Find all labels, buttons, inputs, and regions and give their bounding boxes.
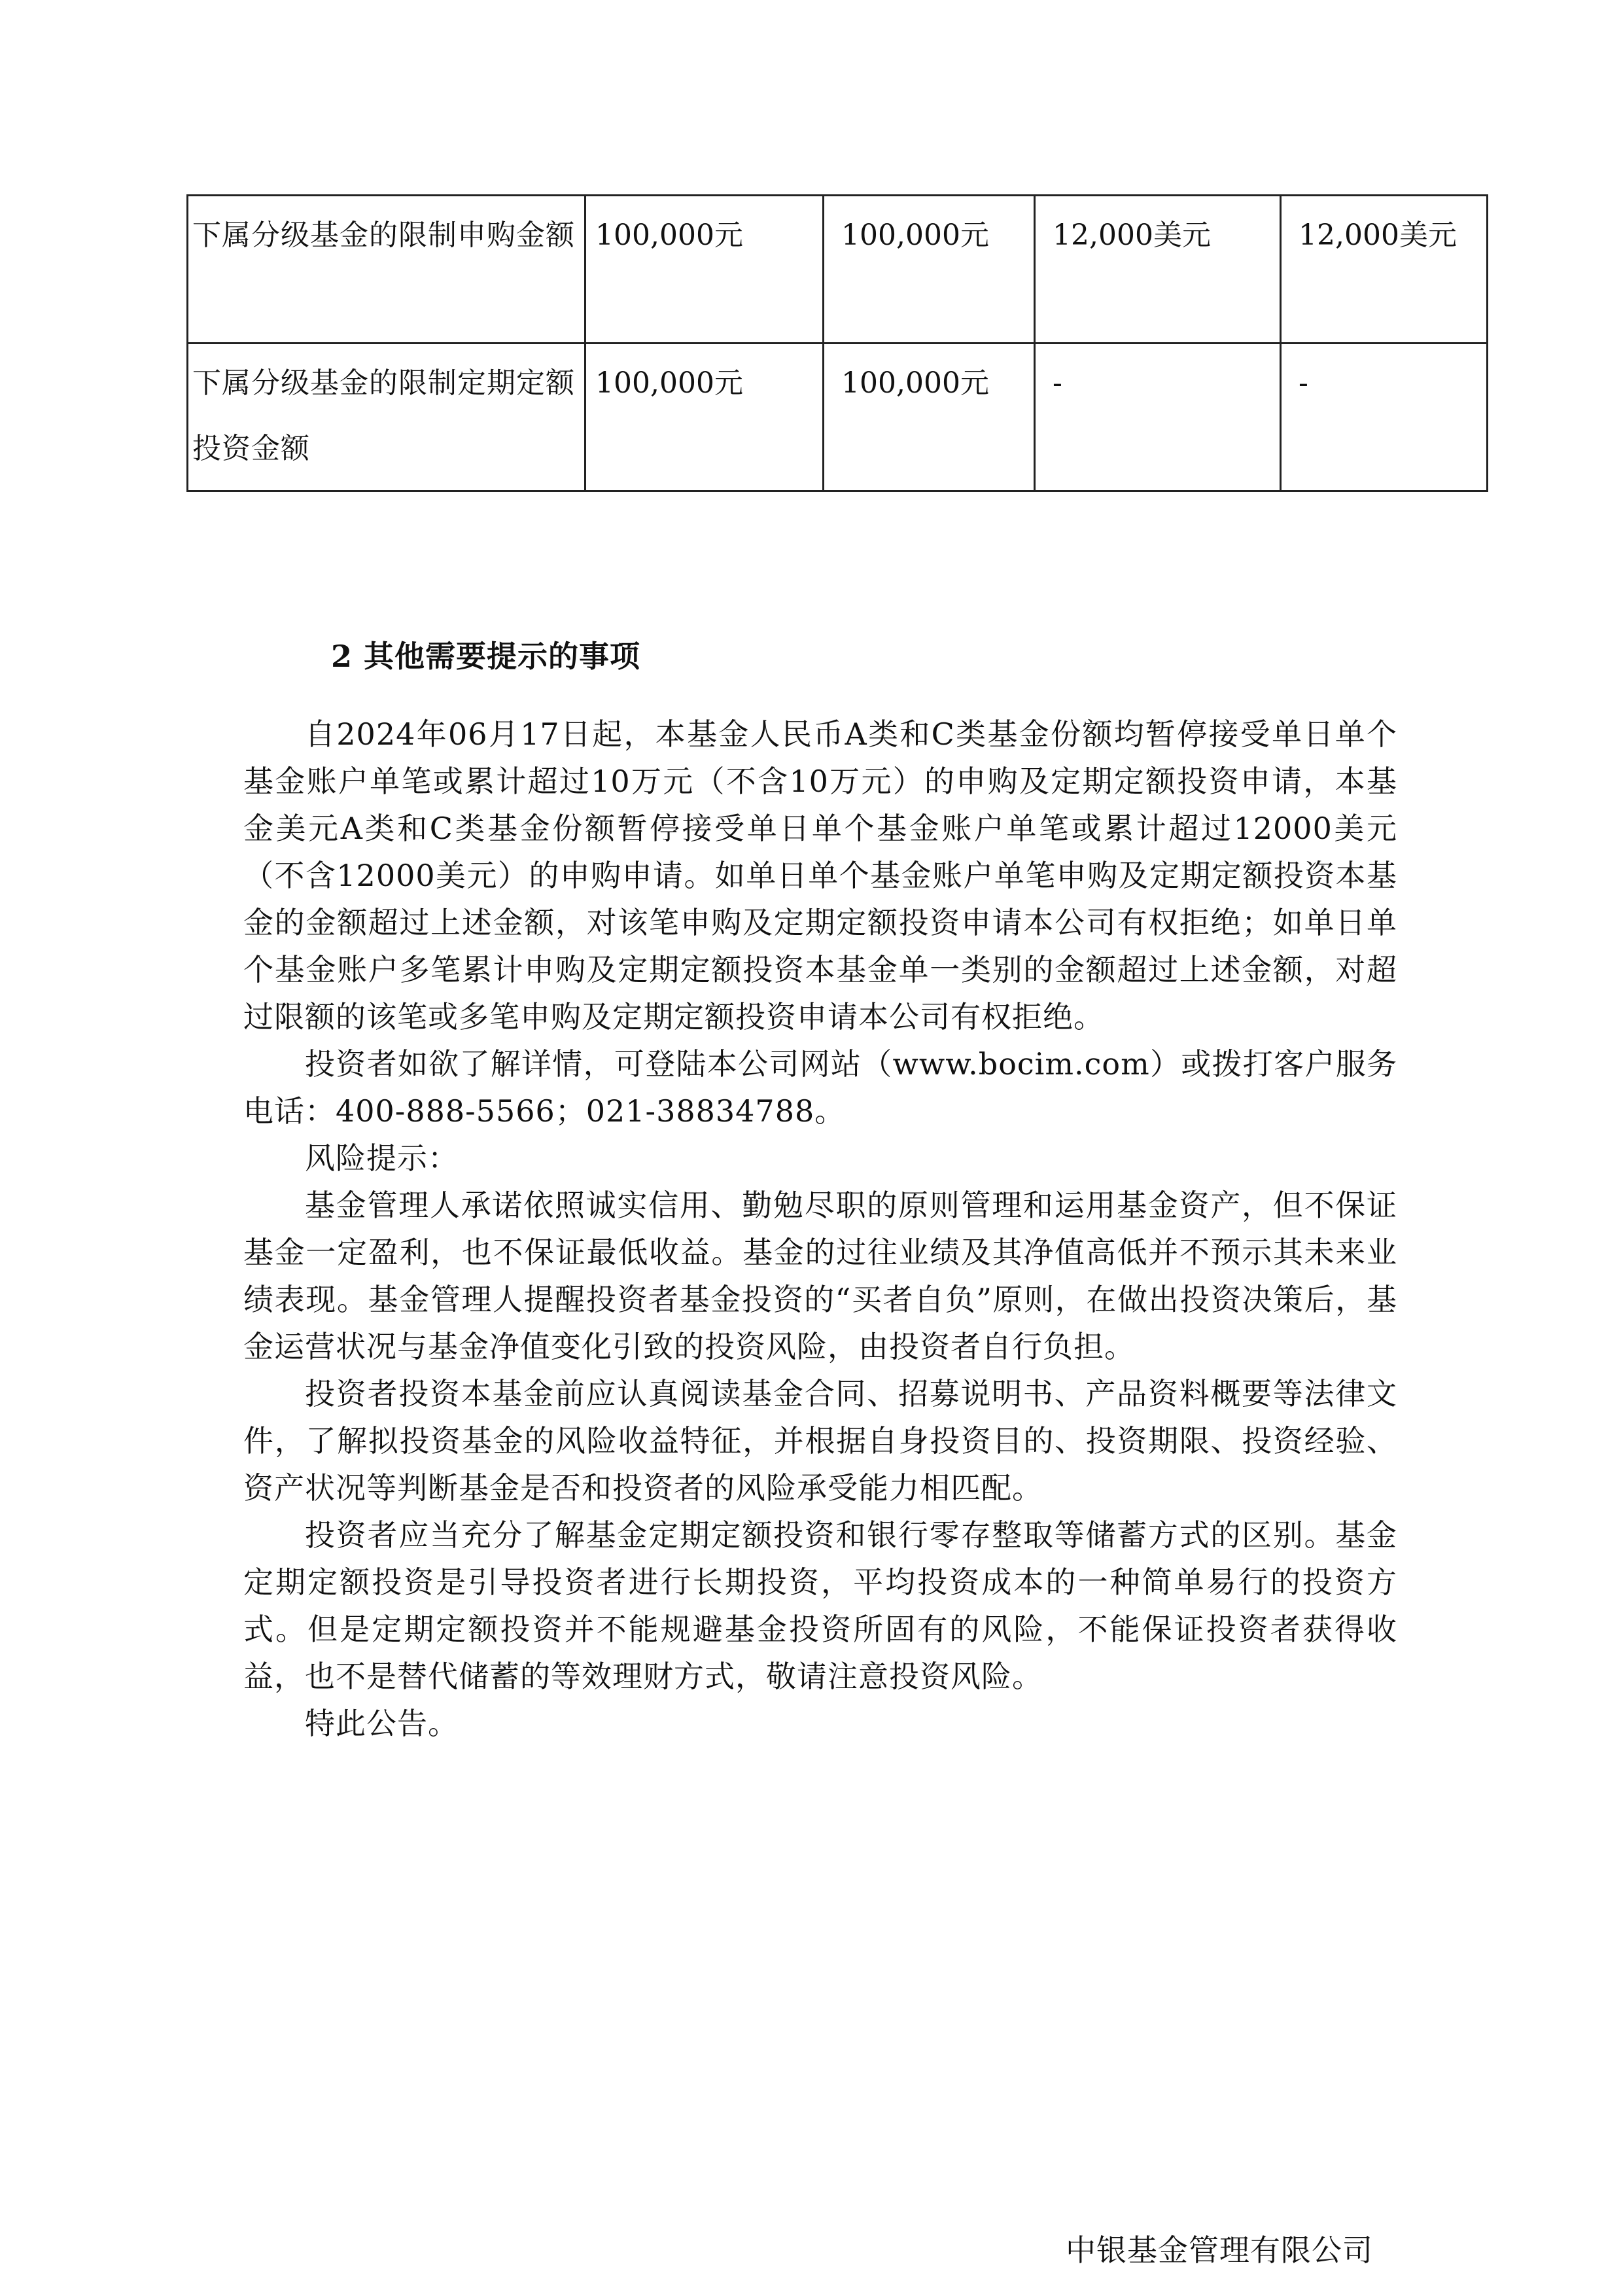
paragraph-periodic-investment: 投资者应当充分了解基金定期定额投资和银行零存整取等储蓄方式的区别。基金定期定额投资是引导投资者进行长期投资，平均投资成本的一种简单易行的投资方式。但是定期定额投资并不能规避基金投资所固有的风险，不能保证投资者获得收益，也不是替代储蓄的等效理财方式，敬请注意投资风险。 <box>243 1517 1397 1694</box>
table-cell: 100,000元 <box>824 196 1035 344</box>
paragraph-contact-info: 投资者如欲了解详情，可登陆本公司网站（www.bocim.com）或拨打客户服务电话：400-888-5566；021-38834788。 <box>243 1046 1397 1129</box>
paragraph-limit-notice: 自2024年06月17日起，本基金人民币A类和C类基金份额均暂停接受单日单个基金账户单笔或累计超过10万元（不含10万元）的申购及定期定额投资申请，本基金美元A类和C类基金份额暂停接受单日单个基金账户单笔或累计超过12000美元（不含12000美元）的申购申请。如单日单个基金账户单笔申购及定期定额投资本基金的金额超过上述金额，对该笔申购及定期定额投资申请本公司有权拒绝；如单日单个基金账户多笔累计申购及定期定额投资本基金单一类别的金额超过上述金额，对超过限额的该笔或多笔申购及定期定额投资申请本公司有权拒绝。 <box>243 716 1397 1034</box>
table-row <box>188 344 1488 491</box>
paragraph-risk-heading: 风险提示： <box>305 1140 459 1176</box>
table-cell: - <box>1035 344 1281 491</box>
table-cell: 100,000元 <box>824 344 1035 491</box>
table-row <box>188 196 1488 344</box>
announcement-body <box>243 711 1397 1747</box>
table-cell: - <box>1281 344 1488 491</box>
paragraph-risk-disclaimer: 基金管理人承诺依照诚实信用、勤勉尽职的原则管理和运用基金资产，但不保证基金一定盈利，也不保证最低收益。基金的过往业绩及其净值高低并不预示其未来业绩表现。基金管理人提醒投资者基金投资的“买者自负”原则，在做出投资决策后，基金运营状况与基金净值变化引致的投资风险，由投资者自行负担。 <box>243 1188 1397 1364</box>
table-cell: 100,000元 <box>585 344 824 491</box>
table-cell: 100,000元 <box>585 196 824 344</box>
row-label: 下属分级基金的限制申购金额 <box>188 196 585 344</box>
paragraph-closing: 特此公告。 <box>305 1706 459 1741</box>
subscription-limits-table <box>186 194 1488 492</box>
company-signature: 中银基金管理有限公司 <box>1066 2233 1373 2268</box>
section-heading: 2 其他需要提示的事项 <box>331 639 641 674</box>
table-cell: 12,000美元 <box>1035 196 1281 344</box>
table-cell: 12,000美元 <box>1281 196 1488 344</box>
paragraph-read-documents: 投资者投资本基金前应认真阅读基金合同、招募说明书、产品资料概要等法律文件，了解拟投资基金的风险收益特征，并根据自身投资目的、投资期限、投资经验、资产状况等判断基金是否和投资者的风险承受能力相匹配。 <box>243 1376 1397 1506</box>
row-label: 下属分级基金的限制定期定额投资金额 <box>188 344 585 491</box>
